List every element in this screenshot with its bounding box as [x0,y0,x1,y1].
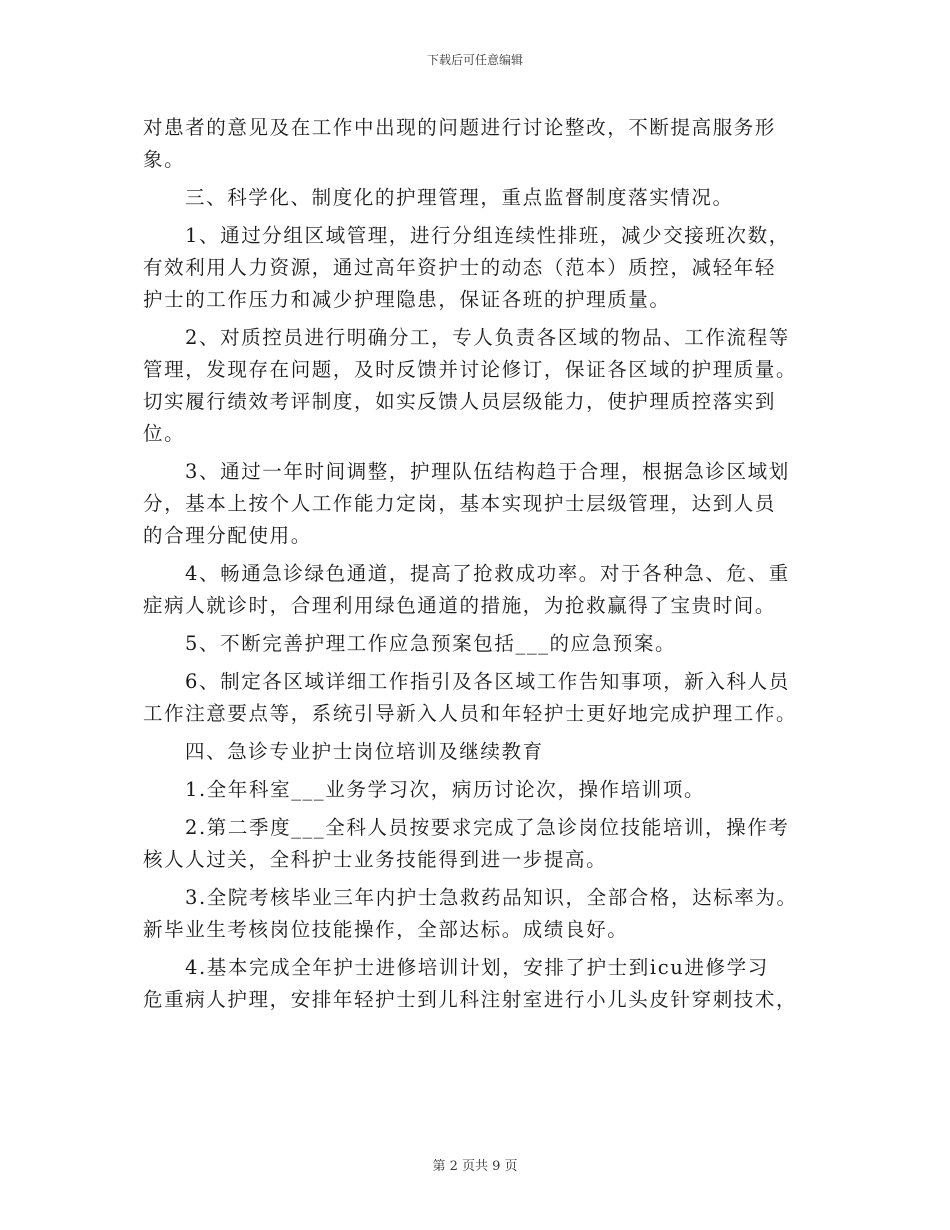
text-line: 4、畅通急诊绿色通道，提高了抢救成功率。对于各种急、危、重 [185,562,790,585]
paragraph [143,322,809,450]
paragraph [143,882,809,946]
text-line: 对患者的意见及在工作中出现的问题进行讨论整改，不断提高服务形 [143,116,777,139]
text-line: 5、不断完善护理工作应急预案包括___的应急预案。 [185,632,677,655]
text-line: 切实履行绩效考评制度，如实反馈人员层级能力，使护理质控落实到 [143,390,777,413]
text-line: 象。 [143,148,186,171]
paragraph [143,952,809,1016]
text-line: 分，基本上按个人工作能力定岗，基本实现护士层级管理，达到人员 [143,492,777,515]
text-line: 三、科学化、制度化的护理管理，重点监督制度落实情况。 [185,186,734,209]
text-line: 核人人过关，全科护士业务技能得到进一步提高。 [143,848,608,871]
text-line: 位。 [143,422,186,445]
paragraph [143,774,809,806]
text-line: 2、对质控员进行明确分工，专人负责各区域的物品、工作流程等 [185,326,790,349]
paragraph [143,666,809,730]
text-line: 3、通过一年时间调整，护理队伍结构趋于合理，根据急诊区域划 [185,460,790,483]
text-line: 有效利用人力资源，通过高年资护士的动态（范本）质控，减轻年轻 [143,256,777,279]
text-line: 2.第二季度___全科人员按要求完成了急诊岗位技能培训，操作考 [185,816,790,839]
paragraph [143,812,809,876]
text-line: 新毕业生考核岗位技能操作，全部达标。成绩良好。 [143,918,629,941]
paragraph [143,558,809,622]
text-line: 症病人就诊时，合理利用绿色通道的措施，为抢救赢得了宝贵时间。 [143,594,777,617]
page-header: 下载后可任意编辑 [426,53,523,67]
text-line: 护士的工作压力和减少护理隐患，保证各班的护理质量。 [143,288,671,311]
text-line: 四、急诊专业护士岗位培训及继续教育 [185,740,544,763]
text-line: 6、制定各区域详细工作指引及各区域工作告知事项，新入科人员 [185,670,790,693]
text-line: 危重病人护理，安排年轻护士到儿科注射室进行小儿头皮针穿刺技术， [143,988,798,1011]
paragraph [143,628,809,660]
text-line: 1.全年科室___业务学习次，病历讨论次，操作培训项。 [185,778,706,801]
text-line: 管理，发现存在问题，及时反馈并讨论修订，保证各区域的护理质量。 [143,358,798,381]
section-heading [143,182,809,214]
text-line: 1、通过分组区域管理，进行分组连续性排班，减少交接班次数， [185,224,790,247]
paragraph [143,456,809,552]
text-line: 3.全院考核毕业三年内护士急救药品知识，全部合格，达标率为。 [185,886,798,909]
text-line: 工作注意要点等，系统引导新入人员和年轻护士更好地完成护理工作。 [143,702,798,725]
text-line: 的合理分配使用。 [143,524,312,547]
paragraph [143,112,809,176]
page-footer: 第 2 页共 9 页 [432,1159,518,1174]
document-body [143,112,809,1016]
section-heading [143,736,809,768]
paragraph [143,220,809,316]
text-line: 4.基本完成全年护士进修培训计划，安排了护士到icu进修学习 [185,956,769,979]
